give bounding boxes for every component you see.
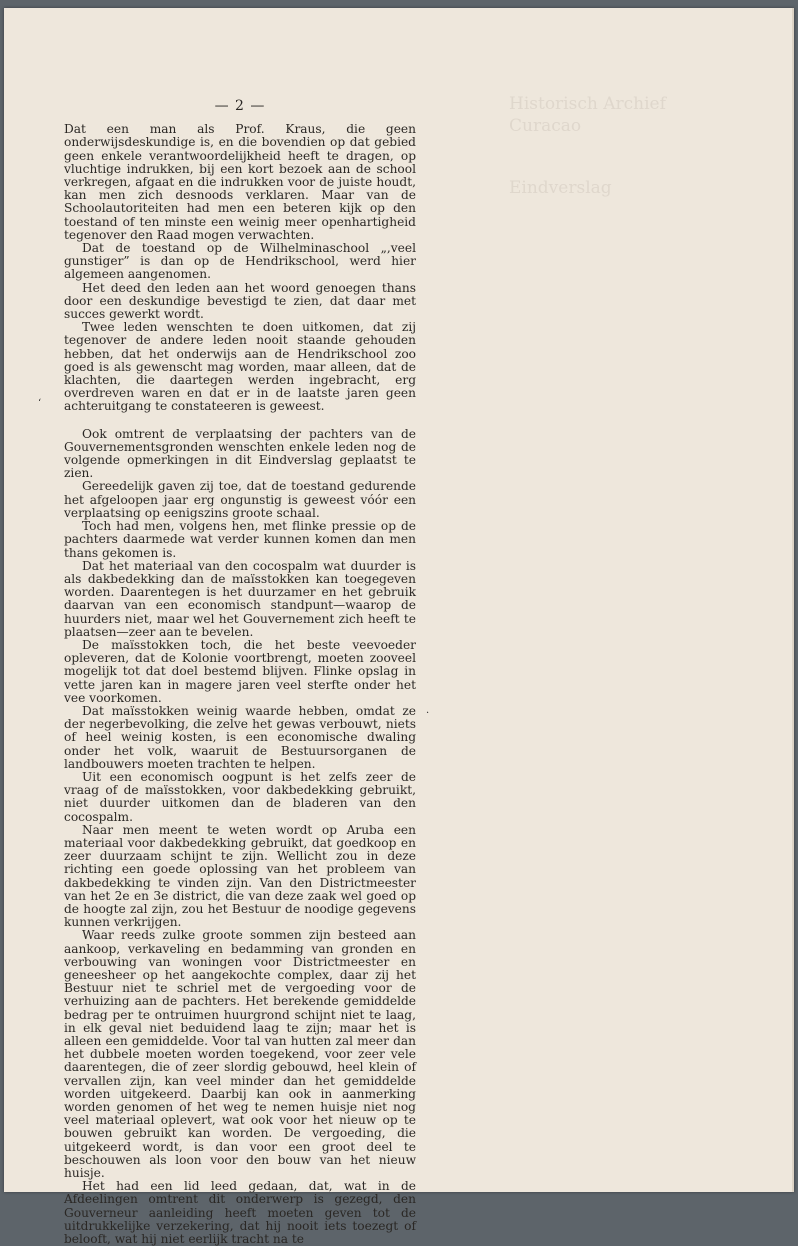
bleed-line: Curacao bbox=[509, 116, 582, 136]
document-page bbox=[4, 8, 794, 1246]
paragraph: Dat maïsstokken weinig waarde hebben, omdat ze der negerbevolking, die zelve het gewas verbouwt, niets of heel weinig kosten, is een economische dwaling onder het volk, waaruit de Bestuursorganen de landbouwers moeten trachten te helpen. bbox=[64, 703, 416, 771]
margin-mark: ‘ bbox=[38, 398, 42, 409]
paragraph: Waar reeds zulke groote sommen zijn besteed aan aankoop, verkaveling en bedamming van gronden en verbouwing van woningen voor Districtmeester en geneesheer op het aangekochte complex, daar zij het Bestuur niet te schriel met de vergoeding voor de verhuizing aan de pachters. Het berekende gemiddelde bedrag per te ontruimen huurgrond schijnt niet te laag, in elk geval niet beduidend laag te zijn; maar het is alleen een gemiddelde. Voor tal van hutten zal meer dan het dubbele moeten worden toegekend, voor zeer vele daarentegen, die of zeer slordig gebouwd, heel klein of vervallen zijn, kan veel minder dan het gemiddelde worden uitgekeerd. Daarbij kan ook in aanmerking worden genomen of het weg te nemen huisje niet nog veel materiaal oplevert, wat ook voor het nieuw op te bouwen gebruikt kan worden. De vergoeding, die uitgekeerd wordt, is dan voor een groot deel te beschouwen als loon voor den bouw van het nieuw huisje. bbox=[64, 928, 416, 1181]
bleed-through-text bbox=[509, 93, 719, 199]
paragraph: Het had een lid leed gedaan, dat, wat in de Afdeelingen omtrent dit onderwerp is gezegd, den Gouverneur aanleiding heeft moeten geven tot de uitdrukkelijke verzekering, dat hij nooit iets toezegt of belooft, wat hij niet eerlijk tracht na te bbox=[64, 1179, 416, 1246]
paragraph: Twee leden wenschten te doen uitkomen, dat zij tegenover de andere leden nooit staande gehouden hebben, dat het onderwijs aan de Hendrikschool zoo goed is als gewenscht mag worden, maar alleen, dat de klachten, die daartegen werden ingebracht, erg overdreven waren en dat er in de laatste jaren geen achteruitgang te constateeren is geweest. bbox=[64, 320, 416, 414]
paragraph: Dat de toestand op de Wilhelminaschool „,veel gunstiger” is dan op de Hendrikschool, werd hier algemeen aangenomen. bbox=[64, 241, 416, 282]
paragraph: Gereedelijk gaven zij toe, dat de toestand gedurende het afgeloopen jaar erg ongunstig is geweest vóór een verplaatsing op eenigszins groote schaal. bbox=[64, 479, 416, 520]
paragraph: Naar men meent te weten wordt op Aruba een materiaal voor dakbedekking gebruikt, dat goedkoop en zeer duurzaam schijnt te zijn. Wellicht zou in deze richting een goede oplossing van het probleem van dakbedekking te vinden zijn. Van den Districtmeester van het 2e en 3e district, die van deze zaak wel goed op de hoogte zal zijn, zou het Bestuur de noodige gegevens kunnen verkrijgen. bbox=[64, 822, 416, 930]
paragraph: Dat een man als Prof. Kraus, die geen onderwijsdeskundige is, en die bovendien op dat gebied geen enkele verantwoordelijkheid heeft te dragen, op vluchtige indrukken, bij een kort bezoek aan de school verkregen, afgaat en die indrukken voor de juiste houdt, kan men zich desnoods verklaren. Maar van de Schoolautoriteiten had men een beteren kijk op den toestand of ten minste een weinig meer openhartigheid tegenover den Raad mogen verwachten. bbox=[64, 122, 416, 242]
section-gap bbox=[64, 414, 416, 428]
paragraph: Het deed den leden aan het woord genoegen thans door een deskundige bevestigd te zien, dat daar met succes gewerkt wordt. bbox=[64, 280, 416, 322]
text-column bbox=[64, 100, 416, 1246]
bleed-line: Eindverslag bbox=[509, 178, 612, 198]
bleed-line: Historisch Archief bbox=[509, 94, 666, 114]
paragraph: Toch had men, volgens hen, met flinke pressie op de pachters daarmede wat verder kunnen komen dan men thans gekomen is. bbox=[64, 519, 416, 560]
paragraph: De maïsstokken toch, die het beste veevoeder opleveren, dat de Kolonie voortbrengt, moeten zooveel mogelijk tot dat doel bestemd blijven. Flinke opslag in vette jaren kan in magere jaren veel sterfte onder het vee voorkomen. bbox=[64, 637, 416, 705]
paragraph: Uit een economisch oogpunt is het zelfs zeer de vraag of de maïsstokken, voor dakbedekking gebruikt, niet duurder uitkomen dan de bladeren van den cocospalm. bbox=[64, 769, 416, 824]
page-number: — 2 — bbox=[214, 98, 266, 114]
margin-mark: · bbox=[426, 708, 430, 719]
paragraph: Ook omtrent de verplaatsing der pachters van de Gouvernementsgronden wenschten enkele leden nog de volgende opmerkingen in dit Eindverslag geplaatst te zien. bbox=[64, 426, 416, 481]
page-edge bbox=[792, 8, 794, 1192]
paragraph: Dat het materiaal van den cocospalm wat duurder is als dakbedekking dan de maïsstokken kan toegegeven worden. Daarentegen is het duurzamer en het gebruik daarvan van een economisch standpunt—waarop de huurders niet, maar wel het Gouvernement zich heeft te plaatsen—zeer aan te bevelen. bbox=[64, 558, 416, 639]
